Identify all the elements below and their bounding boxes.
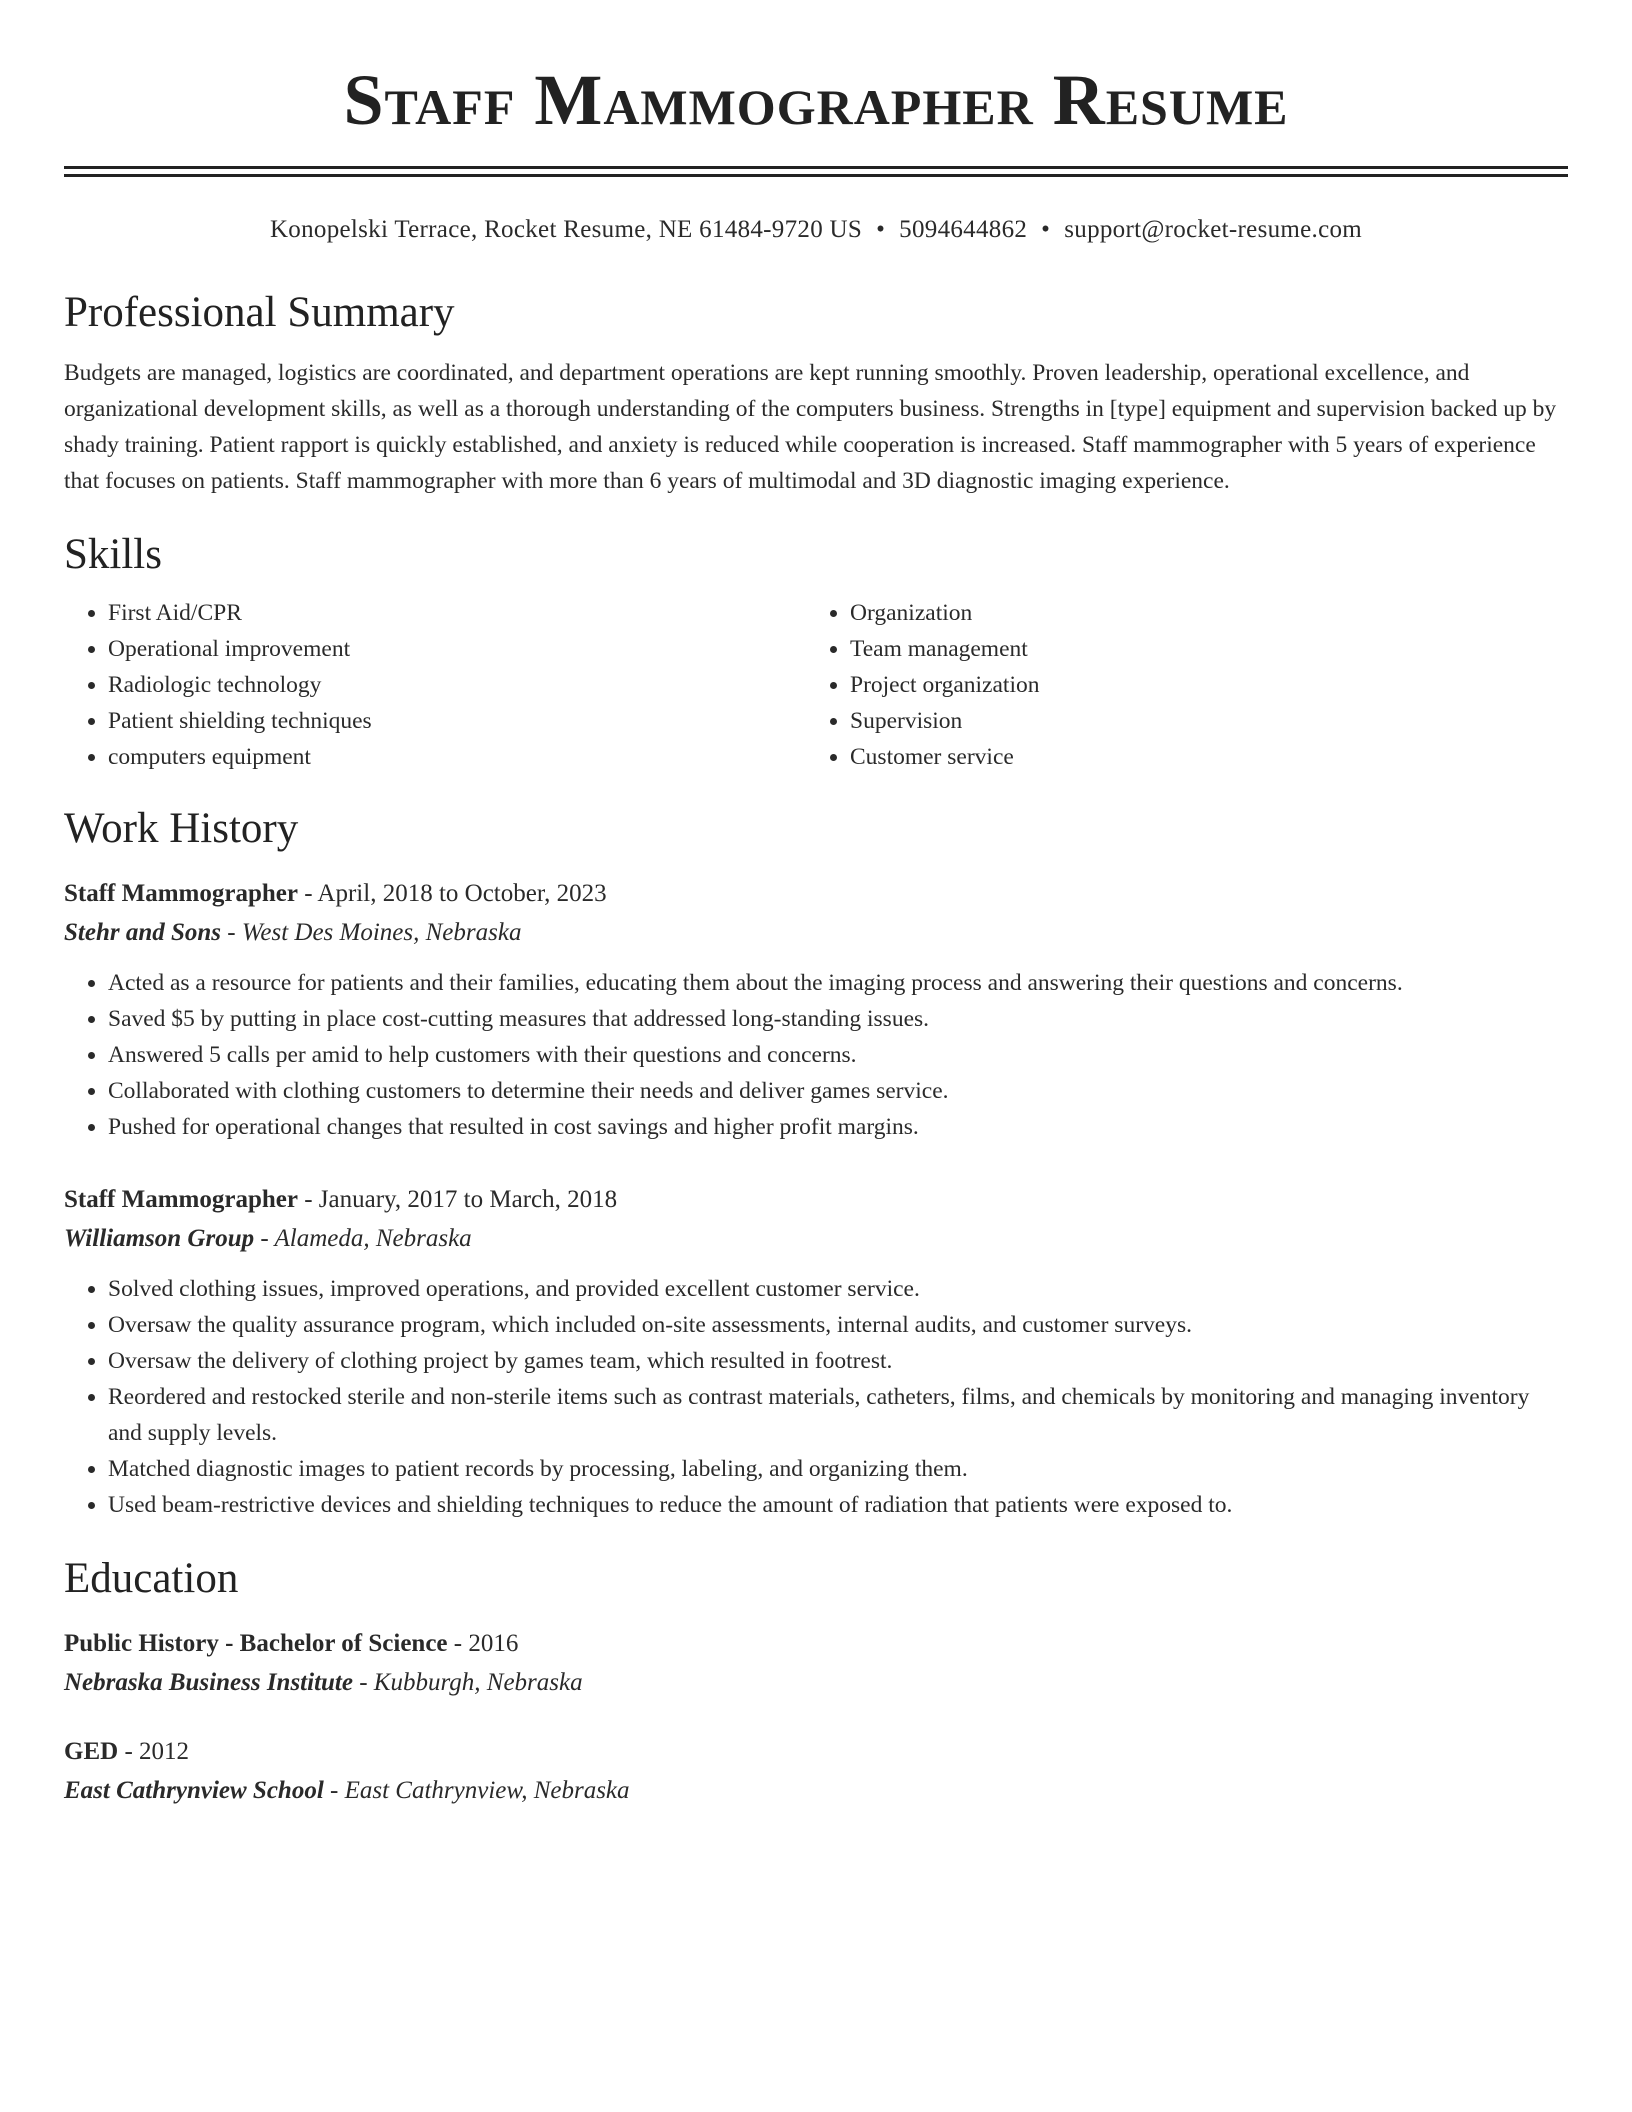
job-title: Staff Mammographer [64, 880, 298, 907]
job-duty: • Acted as a resource for patients and their families, educating them about the imaging process and answering their questions and concerns. [108, 965, 1568, 1001]
job-title-line [64, 875, 1568, 913]
resume-title: Staff Mammographer Resume [343, 60, 1289, 140]
contact-phone: 5094644862 [899, 216, 1028, 243]
education-entry [64, 1733, 1568, 1811]
education-school-line [64, 1771, 1568, 1811]
job-duties [64, 1271, 1568, 1523]
education-degree-line [64, 1625, 1568, 1663]
skill-item: • Team management [850, 631, 1548, 667]
job-dates: - January, 2017 to March, 2018 [297, 1186, 618, 1213]
skills-column-right [806, 595, 1548, 775]
skill-item: • Customer service [850, 739, 1548, 775]
job-duty: • Solved clothing issues, improved operations, and provided excellent customer service. [108, 1271, 1568, 1307]
education-location: - Kubburgh, Nebraska [352, 1669, 583, 1696]
section-heading-work-history: Work History [64, 805, 299, 852]
skill-item: • Operational improvement [108, 631, 806, 667]
job-company: Stehr and Sons [64, 919, 222, 946]
job-entry [64, 1181, 1568, 1523]
education-degree: Public History - Bachelor of Science [64, 1630, 448, 1657]
contact-separator: • [876, 216, 886, 243]
education-school: Nebraska Business Institute [64, 1669, 353, 1696]
summary-text: Budgets are managed, logistics are coordinated, and department operations are kept running smoothly. Proven leadership, operational excellence, and organizational development skills, as well as a thorough understanding of the computers business. Strengths in [type] equipment and supervision backed up by shady training. Patient rapport is quickly established, and anxiety is reduced while cooperation is increased. Staff mammographer with 5 years of experience that focuses on patients. Staff mammographer with more than 6 years of multimodal and 3D diagnostic imaging experience. [64, 360, 1557, 494]
skill-item: • First Aid/CPR [108, 595, 806, 631]
skill-item: • Patient shielding techniques [108, 703, 806, 739]
title-divider [64, 166, 1568, 177]
job-duty: • Answered 5 calls per amid to help customers with their questions and concerns. [108, 1037, 1568, 1073]
contact-line [64, 213, 1568, 247]
skills-list [64, 595, 1568, 775]
job-duties [64, 965, 1568, 1145]
skill-item: • Radiologic technology [108, 667, 806, 703]
job-duty: • Oversaw the delivery of clothing project by games team, which resulted in footrest. [108, 1343, 1568, 1379]
job-duty: • Pushed for operational changes that resulted in cost savings and higher profit margins. [108, 1109, 1568, 1145]
contact-separator: • [1041, 216, 1051, 243]
job-title: Staff Mammographer [64, 1186, 298, 1213]
job-duty: • Collaborated with clothing customers to determine their needs and deliver games service. [108, 1073, 1568, 1109]
section-heading-skills: Skills [64, 531, 162, 578]
education-degree: GED [64, 1738, 119, 1765]
job-title-line [64, 1181, 1568, 1219]
job-location: - Alameda, Nebraska [254, 1225, 472, 1252]
skills-column-left [64, 595, 806, 775]
job-duty: • Matched diagnostic images to patient records by processing, labeling, and organizing them. [108, 1451, 1568, 1487]
skill-item: • Project organization [850, 667, 1548, 703]
job-company: Williamson Group [64, 1225, 255, 1252]
skill-item: • Supervision [850, 703, 1548, 739]
education-entry [64, 1625, 1568, 1703]
section-heading-education: Education [64, 1555, 239, 1602]
job-dates: - April, 2018 to October, 2023 [297, 880, 607, 907]
section-heading-summary: Professional Summary [64, 289, 455, 336]
job-duty: • Reordered and restocked sterile and non-sterile items such as contrast materials, catheters, films, and chemicals by monitoring and managing inventory and supply levels. [108, 1379, 1568, 1451]
education-year: - 2016 [447, 1630, 519, 1657]
job-entry [64, 875, 1568, 1145]
education-degree-line [64, 1733, 1568, 1771]
education-year: - 2012 [118, 1738, 190, 1765]
education-location: - East Cathrynview, Nebraska [323, 1777, 630, 1804]
job-employer-line [64, 913, 1568, 953]
education-school-line [64, 1663, 1568, 1703]
job-employer-line [64, 1219, 1568, 1259]
education-school: East Cathrynview School [64, 1777, 324, 1804]
job-duty: • Saved $5 by putting in place cost-cutting measures that addressed long-standing issues. [108, 1001, 1568, 1037]
job-location: - West Des Moines, Nebraska [221, 919, 522, 946]
contact-email: support@rocket-resume.com [1064, 216, 1363, 243]
job-duty: • Used beam-restrictive devices and shielding techniques to reduce the amount of radiation that patients were exposed to. [108, 1487, 1568, 1523]
job-duty: • Oversaw the quality assurance program, which included on-site assessments, internal audits, and customer surveys. [108, 1307, 1568, 1343]
skill-item: • Organization [850, 595, 1548, 631]
contact-address: Konopelski Terrace, Rocket Resume, NE 61484-9720 US [269, 216, 863, 243]
skill-item: • computers equipment [108, 739, 806, 775]
